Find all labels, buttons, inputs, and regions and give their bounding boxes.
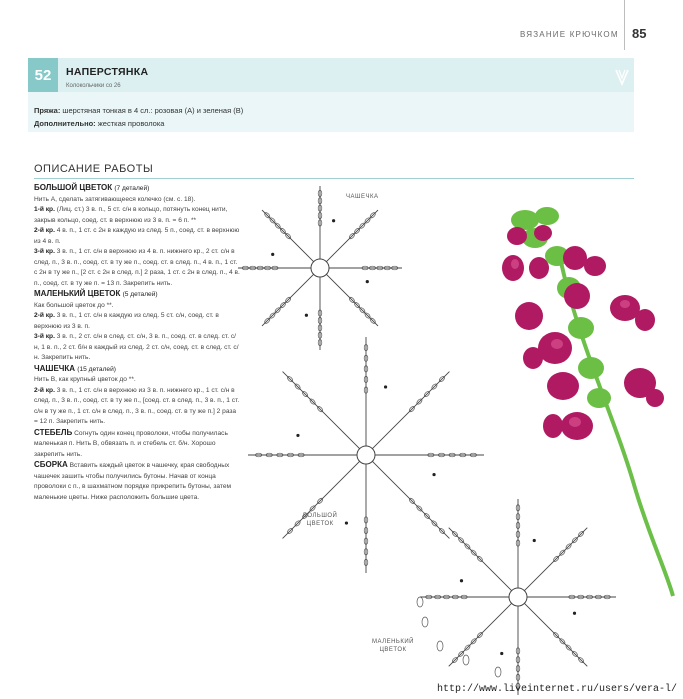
- big-row-2: 2-й кр. 4 в. п., 1 ст. с 2н в каждую из след. 5 п., соед. ст. в верхнюю из 4 в. п.: [34, 227, 240, 245]
- cup-heading: ЧАШЕЧКА (15 деталей): [34, 363, 116, 373]
- big-row-1: 1-й кр. (Лиц. ст.) 3 в. п., 5 ст. с/н в кольцо, потянуть конец нити, закрыв кольцо, соед. ст. в верхнюю из 3 в. п. = 6 п. **: [34, 206, 228, 224]
- header-category: ВЯЗАНИЕ КРЮЧКОМ: [520, 30, 619, 39]
- small-row-3: 3-й кр. 3 в. п., 2 ст. с/н в след. ст. с/н, 3 в. п., соед. ст. в след. ст. с/н, 1 в. п., 2 ст. б/н в каждый из след. 2 ст. с/н, соед. ст. в след. ст. с/н. Закрепить нить.: [34, 333, 239, 361]
- big-flower-heading: БОЛЬШОЙ ЦВЕТОК (7 деталей): [34, 183, 150, 192]
- extra-label: Дополнительно:: [34, 119, 96, 128]
- small-flower-label: МАЛЕНЬКИЙ ЦВЕТОК: [372, 639, 414, 653]
- big-row-3: 3-й кр. 3 в. п., 1 ст. с/н в верхнюю из 4 в. п. нижнего кр., 2 ст. с/н в след. п., 3 в. п., соед. ст. в ту же п., соед. ст. в след. п., 4 в. п., 1 ст. с 2н в ту же п., [2 ст. с 2н в след. п.] 2 раза, 1 ст. с 2н в след. п., 4 в. п., соед. ст. в ту же п. = 13 п. Закрепить нить.: [34, 248, 240, 287]
- pattern-subtitle: Колокольчики со 26: [66, 83, 121, 89]
- small-flower-intro: Как большой цветок до **.: [34, 301, 114, 309]
- cup-diagram: [238, 186, 402, 350]
- small-row-2: 2-й кр. 3 в. п., 1 ст. с/н в каждую из след. 5 ст. с/н, соед. ст. в верхнюю из 3 в. п.: [34, 312, 219, 330]
- pattern-number: 52: [28, 58, 58, 92]
- stem-paragraph: СТЕБЕЛЬ Согнуть один конец проволоки, чтобы получилась маленькая п. Нить В, обвязать п. и стебель ст. б/н. Хорошо закрепить нить.: [34, 427, 228, 458]
- foxglove-photo: [495, 198, 675, 598]
- big-flower-diagram: [248, 337, 484, 573]
- big-flower-label: БОЛЬШОЙ ЦВЕТОК: [303, 513, 338, 527]
- cup-label: ЧАШЕЧКА: [346, 194, 379, 200]
- section-title: ОПИСАНИЕ РАБОТЫ: [34, 163, 154, 175]
- assembly-paragraph: СБОРКА Вставить каждый цветок в чашечку, края свободных чашечек зашить чтобы получились бутоны. Начав от конца проволоки с п., в шахматном порядке прикрепить бутоны, затем маленькие цветы. Ниже расположить большие цвета.: [34, 460, 232, 501]
- pattern-title: НАПЕРСТЯНКА: [66, 66, 149, 78]
- extra-value: жесткая проволока: [97, 119, 165, 128]
- cup-row-2: 2-й кр. 3 в. п., 1 ст. с/н в верхнюю из 3 в. п. нижнего кр., 1 ст. с/н в след. п., 3 в. п., соед. ст. в ту же п., [соед. ст. в след. п., 3 в. п., 1 ст. с/н в ту же п., 1 ст. с/н в след. п., 3 в. п., соед. ст. в ту же п.] 2 раза = 12 п. Закрепить нить.: [34, 386, 240, 425]
- yarn-label: Пряжа:: [34, 106, 61, 115]
- cup-intro: Нить В, как крупный цветок до **.: [34, 376, 136, 383]
- footer-url: http://www.liveinternet.ru/users/vera-l/: [437, 684, 678, 695]
- small-flower-heading: МАЛЕНЬКИЙ ЦВЕТОК (5 деталей): [34, 289, 158, 298]
- big-flower-intro: Нить А, сделать затягивающееся колечко (см. с. 18).: [34, 195, 196, 203]
- page-number: 85: [632, 26, 647, 41]
- yarn-value: шерстяная тонкая в 4 сл.: розовая (А) и зеленая (В): [62, 106, 244, 115]
